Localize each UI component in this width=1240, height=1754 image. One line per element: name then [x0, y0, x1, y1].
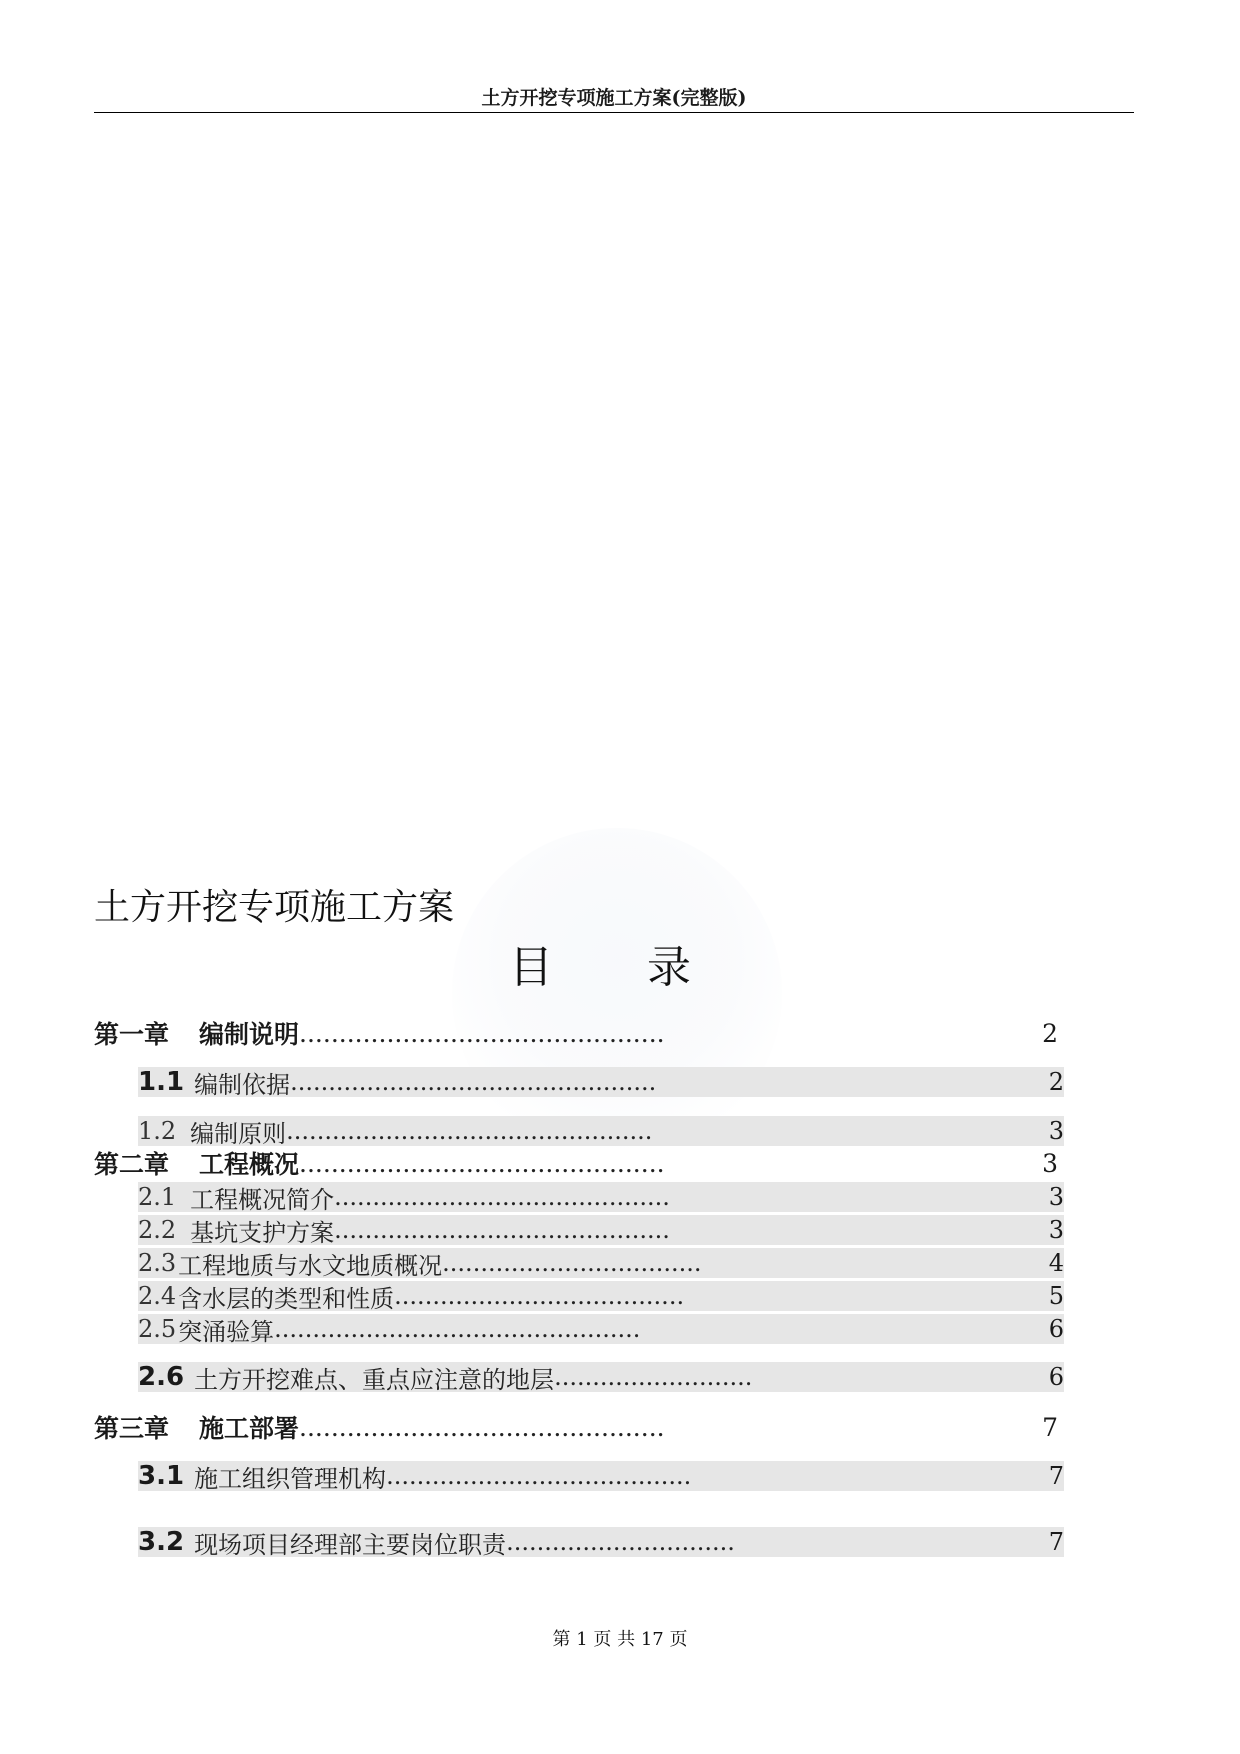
toc-text: 施工部署 [199, 1414, 300, 1443]
toc-page: 2 [1042, 1018, 1058, 1048]
toc-leader: ............................................ [334, 1216, 670, 1244]
toc-page: 3 [1048, 1183, 1064, 1211]
toc-number: 第二章 [94, 1150, 170, 1179]
toc-section-2-2[interactable] [138, 1215, 1064, 1245]
toc-page: 3 [1048, 1216, 1064, 1244]
toc-section-3-1[interactable] [138, 1461, 1064, 1491]
toc-chapter-2[interactable] [94, 1148, 1058, 1178]
toc-chapter-3[interactable] [94, 1412, 1058, 1442]
toc-text: 编制说明 [199, 1020, 300, 1049]
toc-text: 突涌验算 [178, 1317, 275, 1346]
toc-number: 1.1 [138, 1067, 185, 1097]
toc-leader: ............................................ [334, 1183, 670, 1211]
toc-page: 2 [1048, 1068, 1064, 1096]
page-footer: 第 1 页 共 17 页 [552, 1629, 688, 1650]
toc-leader: ................................................ [286, 1117, 653, 1145]
toc-leader: ................................................ [290, 1068, 657, 1096]
toc-leader: ...................................... [394, 1282, 685, 1310]
toc-number: 3.1 [138, 1461, 185, 1491]
toc-text: 施工组织管理机构 [194, 1464, 387, 1493]
toc-leader: .................................. [442, 1249, 702, 1277]
toc-leader: .............................................. [299, 1148, 665, 1178]
toc-section-1-1[interactable] [138, 1067, 1064, 1097]
toc-text: 工程地质与水文地质概况 [178, 1251, 443, 1280]
toc-leader: .............................. [506, 1528, 735, 1556]
toc-text: 基坑支护方案 [190, 1218, 335, 1247]
toc-section-2-6[interactable] [138, 1362, 1064, 1392]
toc-page: 3 [1048, 1117, 1064, 1145]
toc-section-2-4[interactable] [138, 1281, 1064, 1311]
toc-number: 2.2 [138, 1216, 177, 1244]
toc-number: 第一章 [94, 1020, 170, 1049]
toc-page: 6 [1048, 1363, 1064, 1391]
toc-leader: ................................................ [274, 1315, 641, 1343]
toc-section-1-2[interactable] [138, 1116, 1064, 1146]
toc-text: 编制依据 [194, 1070, 291, 1099]
toc-leader: .......................... [554, 1363, 753, 1391]
toc-section-2-5[interactable] [138, 1314, 1064, 1344]
toc-text: 工程概况 [199, 1150, 300, 1179]
toc-number: 2.5 [138, 1315, 177, 1343]
toc-number: 3.2 [138, 1527, 185, 1557]
running-header: 土方开挖专项施工方案(完整版) [481, 87, 747, 109]
toc-page: 5 [1048, 1282, 1064, 1310]
toc-page: 3 [1042, 1148, 1058, 1178]
toc-text: 工程概况简介 [190, 1185, 335, 1214]
toc-page: 7 [1048, 1462, 1064, 1490]
toc-page: 7 [1042, 1412, 1058, 1442]
toc-section-2-3[interactable] [138, 1248, 1064, 1278]
toc-page: 4 [1048, 1249, 1064, 1277]
toc-leader: .............................................. [299, 1018, 665, 1048]
toc-text: 土方开挖难点、重点应注意的地层 [194, 1365, 555, 1394]
toc-number: 2.1 [138, 1183, 177, 1211]
toc-number: 2.6 [138, 1362, 185, 1392]
toc-text: 编制原则 [190, 1119, 287, 1148]
document-title: 土方开挖专项施工方案 [94, 887, 455, 928]
toc-leader: .............................................. [299, 1412, 665, 1442]
toc-section-2-1[interactable] [138, 1182, 1064, 1212]
toc-text: 含水层的类型和性质 [178, 1284, 395, 1313]
toc-number: 2.4 [138, 1282, 177, 1310]
header-rule [94, 112, 1134, 113]
toc-number: 第三章 [94, 1414, 170, 1443]
toc-number: 1.2 [138, 1117, 177, 1145]
toc-number: 2.3 [138, 1249, 177, 1277]
toc-section-3-2[interactable] [138, 1527, 1064, 1557]
toc-chapter-1[interactable] [94, 1018, 1058, 1048]
toc-page: 6 [1048, 1315, 1064, 1343]
toc-text: 现场项目经理部主要岗位职责 [194, 1530, 507, 1559]
toc-heading: 目 录 [509, 942, 731, 993]
toc-page: 7 [1048, 1528, 1064, 1556]
toc-leader: ........................................ [386, 1462, 692, 1490]
